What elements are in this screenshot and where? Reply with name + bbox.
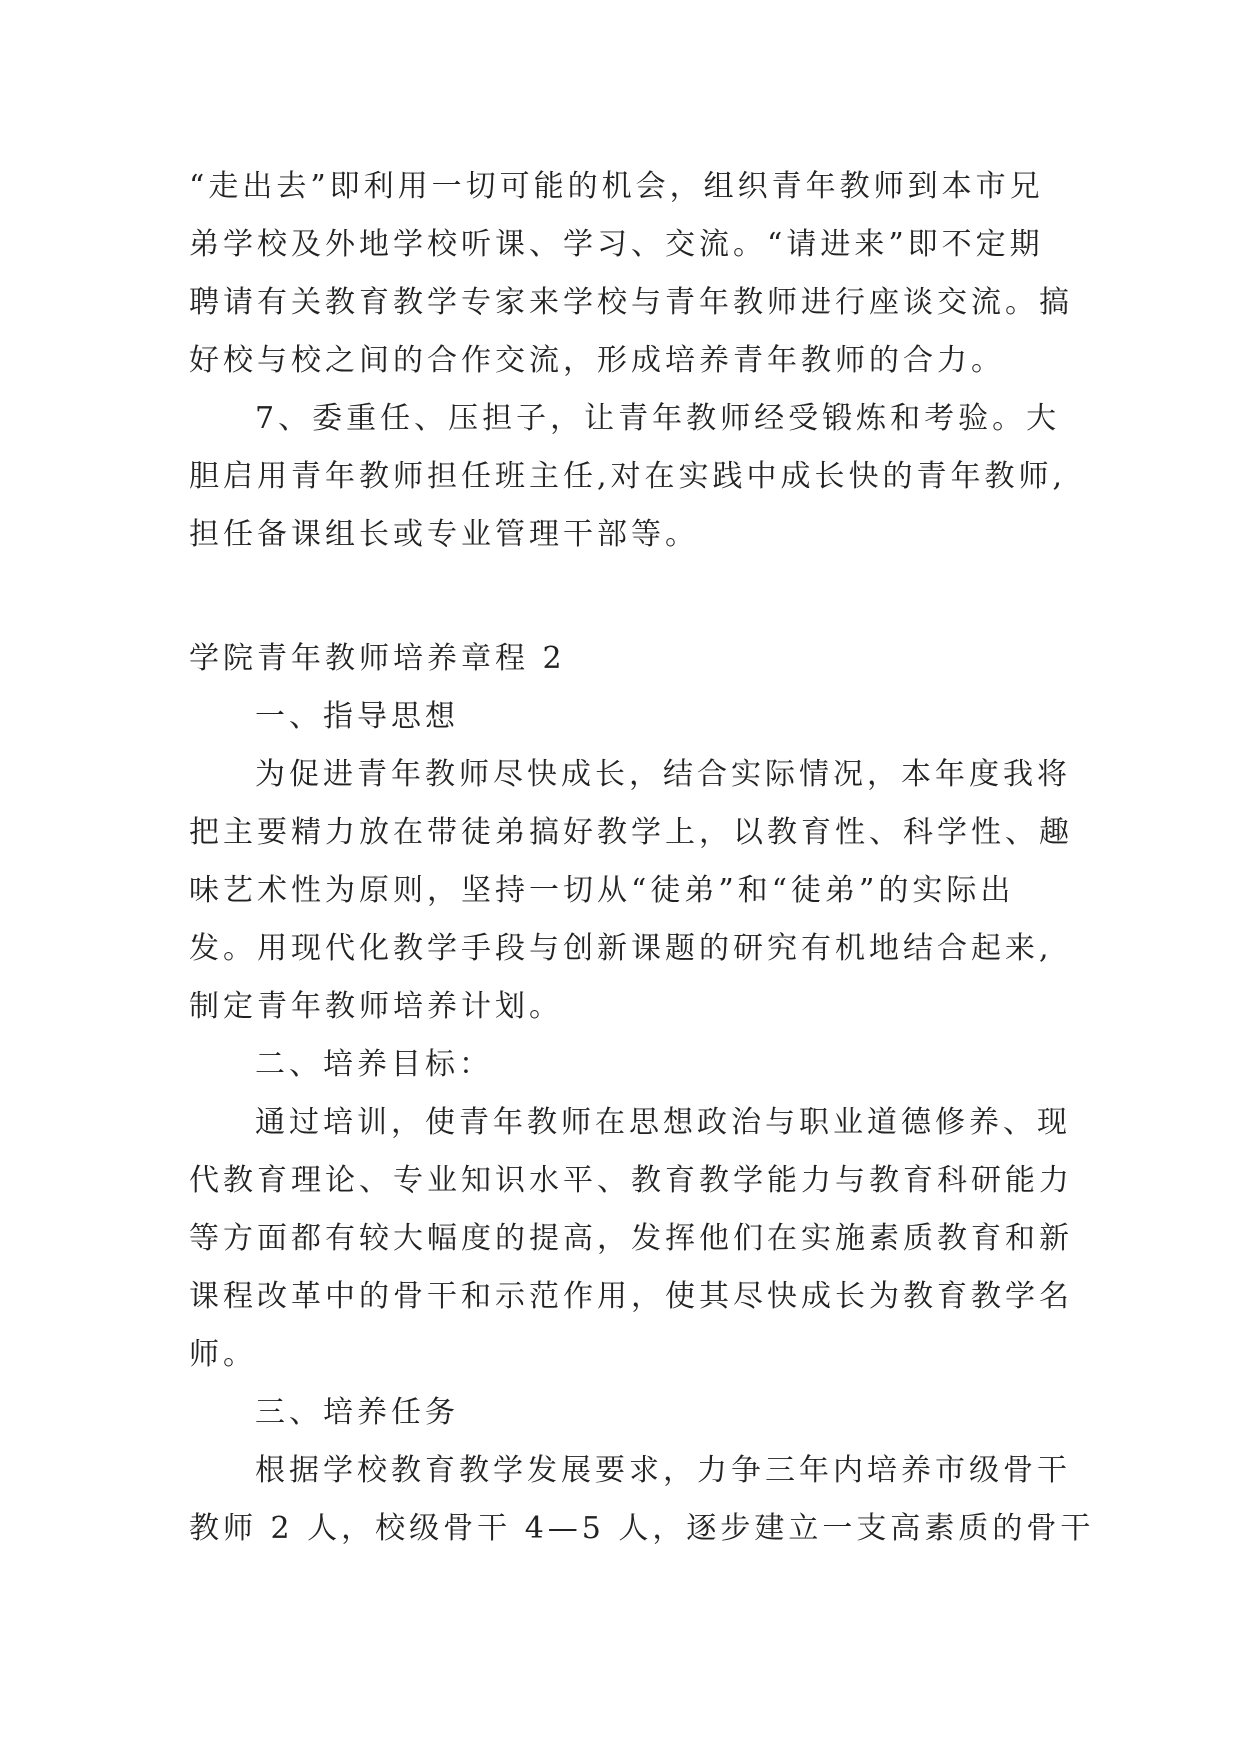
section-title: 学院青年教师培养章程 2: [189, 641, 566, 676]
heading-training-tasks: 三、培养任务: [255, 1395, 459, 1430]
text-line: 通过培训，使青年教师在思想政治与职业道德修养、现: [255, 1105, 1071, 1140]
text-line: 胆启用青年教师担任班主任,对在实践中成长快的青年教师,: [189, 459, 1067, 494]
text-line: 制定青年教师培养计划。: [189, 989, 563, 1024]
text-line: 7、委重任、压担子，让青年教师经受锻炼和考验。大: [255, 401, 1061, 436]
text-line: 发。用现代化教学手段与创新课题的研究有机地结合起来,: [189, 931, 1053, 966]
text-line: 课程改革中的骨干和示范作用，使其尽快成长为教育教学名: [189, 1279, 1073, 1314]
text-line: 师。: [189, 1337, 257, 1372]
text-line: 好校与校之间的合作交流，形成培养青年教师的合力。: [189, 343, 1005, 378]
text-line: 根据学校教育教学发展要求，力争三年内培养市级骨干: [255, 1453, 1071, 1488]
text-line: 教师 2 人，校级骨干 4—5 人，逐步建立一支高素质的骨干: [189, 1511, 1095, 1546]
text-line: 聘请有关教育教学专家来学校与青年教师进行座谈交流。搞: [189, 285, 1073, 320]
heading-training-goals: 二、培养目标：: [255, 1047, 493, 1082]
heading-guiding-thought: 一、指导思想: [255, 699, 459, 734]
text-line: 为促进青年教师尽快成长，结合实际情况，本年度我将: [255, 757, 1071, 792]
text-line: 担任备课组长或专业管理干部等。: [189, 517, 699, 552]
text-line: 弟学校及外地学校听课、学习、交流。“请进来”即不定期: [189, 227, 1044, 262]
document-body: [189, 158, 1095, 1558]
section-gap: [189, 564, 1055, 630]
text-line: 等方面都有较大幅度的提高，发挥他们在实施素质教育和新: [189, 1221, 1073, 1256]
text-line: 味艺术性为原则，坚持一切从“徒弟”和“徒弟”的实际出: [189, 873, 1015, 908]
text-line: 代教育理论、专业知识水平、教育教学能力与教育科研能力: [189, 1163, 1073, 1198]
text-line: “走出去”即利用一切可能的机会，组织青年教师到本市兄: [189, 169, 1044, 204]
text-line: 把主要精力放在带徒弟搞好教学上，以教育性、科学性、趣: [189, 815, 1073, 850]
